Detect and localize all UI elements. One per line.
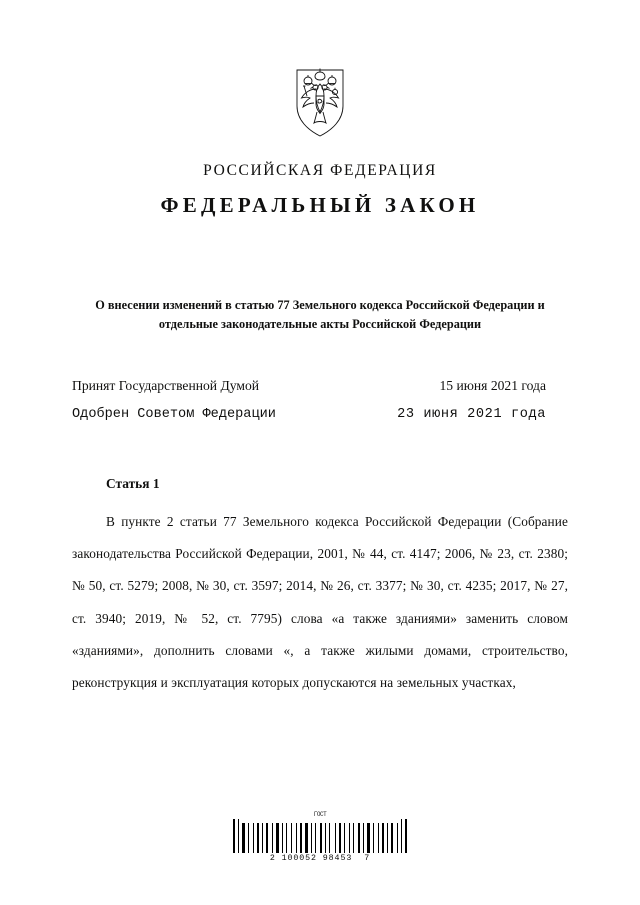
adoption-block bbox=[72, 378, 568, 422]
adoption-row-council bbox=[72, 407, 568, 422]
barcode-top-mark: ГОСТ bbox=[313, 811, 327, 818]
barcode-bars bbox=[233, 819, 408, 853]
adoption-label-duma: Принят Государственной Думой bbox=[72, 378, 260, 394]
russian-federation-coat-of-arms-icon bbox=[287, 62, 353, 140]
adoption-label-council: Одобрен Советом Федерации bbox=[72, 407, 276, 423]
law-subject: О внесении изменений в статью 77 Земельного кодекса Российской Федерации и отдельные законодательные акты Российской Федерации bbox=[95, 298, 545, 332]
adoption-date-council: 23 июня 2021 года bbox=[397, 407, 546, 423]
barcode-digits bbox=[270, 854, 370, 863]
article-heading: Статья 1 bbox=[106, 476, 160, 492]
country-line: РОССИЙСКАЯ ФЕДЕРАЦИЯ bbox=[203, 162, 437, 179]
barcode-area bbox=[0, 812, 640, 863]
adoption-row-duma bbox=[72, 378, 568, 394]
law-type-title: ФЕДЕРАЛЬНЫЙ ЗАКОН bbox=[160, 193, 480, 217]
emblem-container bbox=[72, 62, 568, 140]
article-paragraph: В пункте 2 статьи 77 Земельного кодекса Российской Федерации (Собрание законодательства Российской Федерации, 2001, № 44, ст. 4147; 2006, № 23, ст. 2380; № 50, ст. 5279; 2008, № 30, ст. 3597; 2014, № 26, ст. 3377; № 30, ст. 4235; 2017, № 27, ст. 3940; 2019, № 52, ст. 7795) слова «а также зданиями» заменить словом «зданиями», дополнить словами «, а также жилыми домами, строительство, реконструкция и эксплуатация которых допускаются на земельных участках, bbox=[72, 514, 568, 690]
adoption-date-duma: 15 июня 2021 года bbox=[439, 378, 546, 394]
barcode-number: 2 100052 98453 bbox=[269, 854, 353, 863]
barcode-checksum: 7 bbox=[364, 854, 371, 863]
